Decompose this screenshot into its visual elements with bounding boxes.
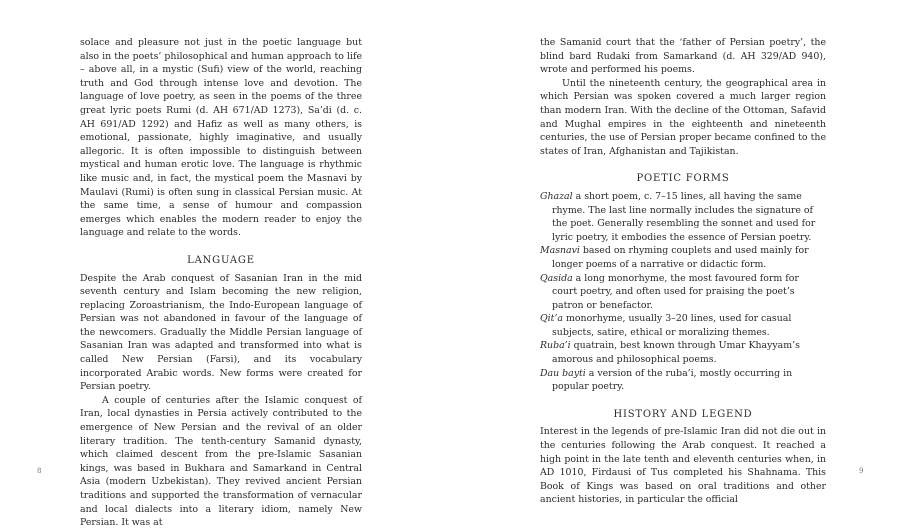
form-term: Qit’a — [540, 313, 564, 325]
form-description: based on rhyming couplets and used mainly for longer poems of a narrative or didactic form. — [552, 245, 809, 270]
form-definition — [540, 272, 826, 313]
page-number-left: 8 — [37, 467, 42, 475]
body-paragraph: Interest in the legends of pre-Islamic Iran did not die out in the centuries following the Arab conquest. It reached a high point in the late tenth and eleventh centuries when, in AD 1010, Firdausi of Tus completed his Shahnama. This Book of Kings was based on oral traditions and other ancient histories, in particular the official — [540, 426, 826, 506]
form-definition — [540, 339, 826, 366]
form-description: a version of the ruba’i, mostly occurring in popular poetry. — [552, 367, 793, 393]
left-page — [80, 36, 362, 530]
body-paragraph: A couple of centuries after the Islamic conquest of Iran, local dynasties in Persia actively contributed to the emergence of New Persian and the revival of an older literary tradition. The tenth-century Samanid dynasty, which claimed descent from the pre-Islamic Sasanian kings, was based in Bukhara and Samarkand in Central Asia (modern Uzbekistan). They revived ancient Persian traditions and supported the transformation of vernacular and local dialects into a literary idiom, namely New Persian. It was at — [80, 394, 362, 529]
body-paragraph: the Samanid court that the ‘father of Persian poetry’, the blind bard Rudaki from Samarkand (d. AH 329/AD 940), wrote and performed his poems. — [540, 37, 826, 76]
form-term: Qasida — [540, 272, 573, 284]
form-description: a long monorhyme, the most favoured form for court poetry, and often used for praising the poet’s patron or benefactor. — [552, 272, 799, 311]
form-term: Dau bayti — [540, 367, 586, 379]
section-heading-history-and-legend: HISTORY AND LEGEND — [613, 408, 753, 420]
form-term: Ruba’i — [540, 340, 571, 352]
form-definition — [540, 190, 826, 244]
form-term: Ghazal — [540, 190, 573, 202]
right-page — [540, 36, 826, 507]
page-number-right: 9 — [859, 467, 864, 475]
form-description: quatrain, best known through Umar Khayyam’s amorous and philosophical poems. — [552, 340, 800, 366]
section-heading-poetic-forms: POETIC FORMS — [636, 173, 730, 185]
body-paragraph: Despite the Arab conquest of Sasanian Iran in the mid seventh century and Islam becoming the new religion, replacing Zoroastrianism, the Indo-European language of Persian was not abandoned in favour of the language of the newcomers. Gradually the Middle Persian language of Sasanian Iran was adapted and transformed into what is called New Persian (Farsi), and its vocabulary incorporated Arabic words. New forms were created for Persian poetry. — [80, 272, 362, 393]
form-term: Masnavi — [540, 245, 580, 257]
poetic-forms-list — [540, 190, 826, 394]
section-heading-language: LANGUAGE — [187, 254, 255, 266]
form-definition — [540, 244, 826, 271]
body-paragraph: Until the nineteenth century, the geographical area in which Persian was spoken covered a much larger region than modern Iran. With the decline of the Ottoman, Safavid and Mughal empires in the eighteenth and nineteenth centuries, the use of Persian proper became confined to the states of Iran, Afghanistan and Tajikistan. — [540, 77, 826, 157]
form-description: monorhyme, usually 3–20 lines, used for casual subjects, satire, ethical or moralizing themes. — [552, 313, 792, 338]
body-paragraph: solace and pleasure not just in the poetic language but also in the poets’ philosophical and human approach to life – above all, in a mystic (Sufi) view of the world, reaching truth and God through intense love and devotion. The language of love poetry, as seen in the poems of the three great lyric poets Rumi (d. AH 671/AD 1273), Sa’di (d. c. AH 691/AD 1292) and Hafiz as well as many others, is emotional, passionate, highly imaginative, and usually allegoric. It is often impossible to distinguish between mystical and human erotic love. The language is rhythmic like music and, in fact, the mystical poem the Masnavi by Maulavi (Rumi) is often sung in classical Persian music. At the same time, a sense of humour and compassion emerges which enables the modern reader to enjoy the language and relate to the words. — [80, 37, 362, 239]
form-definition — [540, 367, 826, 394]
form-definition — [540, 312, 826, 339]
form-description: a short poem, c. 7–15 lines, all having the same rhyme. The last line normally includes the signature of the poet. Generally resembling the sonnet and used for lyric poetry, it embodies the essence of Persian poetry. — [552, 190, 816, 243]
